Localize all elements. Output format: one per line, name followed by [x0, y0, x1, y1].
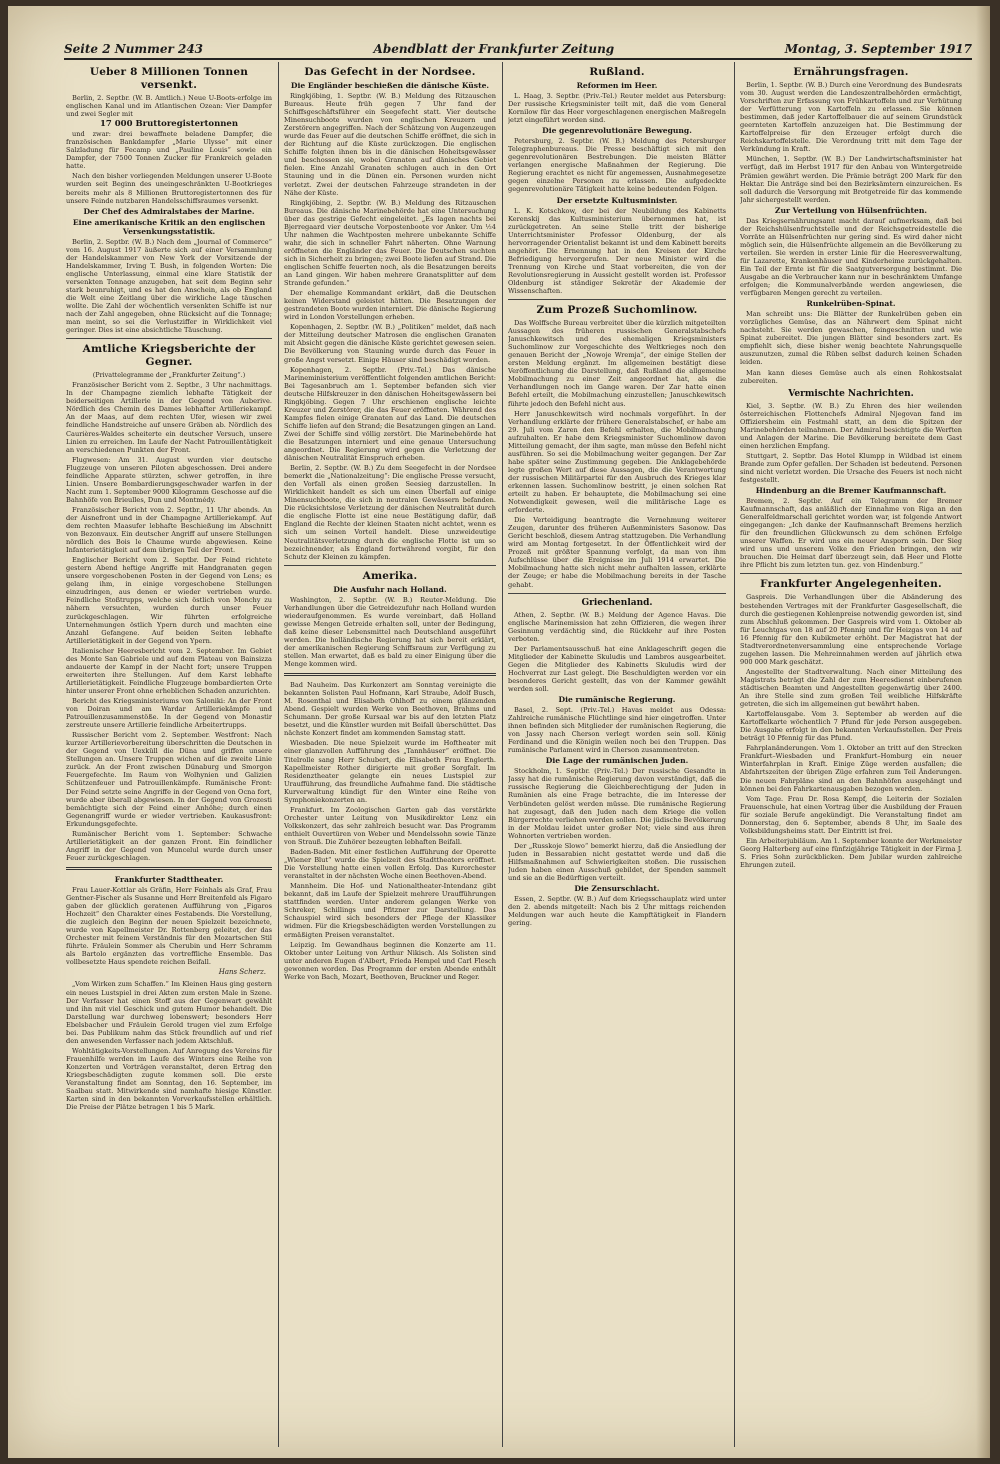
feuilleton-paragraph: Bad Nauheim. Das Kurkonzert am Sonntag vereinigte die bekannten Solisten Paul Hofmann, Karl Straube, Adolf Busch, M. Rosenthal und Elisabeth Ohlhoff zu einem glänzenden Abend. Gespielt wurden Werke von Beethoven, Brahms und Schumann. Der große Kursaal war bis auf den letzten Platz besetzt, und die Künstler wurden mit Beifall überschüttet. Das nächste Konzert findet am kommenden Samstag statt.: [284, 681, 496, 738]
article-subheadline: Die gegenrevolutionäre Bewegung.: [542, 126, 692, 136]
article-paragraph: Rumänischer Bericht vom 1. September: Schwache Artillerietätigkeit an der ganzen Front. Ein feindlicher Angriff in der Gegend von Muncelul wurde durch unser Feuer zurückgeschlagen.: [66, 829, 272, 862]
feuilleton-paragraph: Mannheim. Die Hof- und Nationaltheater-Intendanz gibt bekannt, daß im Laufe der Spielzeit mehrere Uraufführungen stattfinden werden. Unter anderem gelangen Werke von Schreker, Schillings und Pfitzner zur Darstellung. Das Schauspiel wird sich besonders der Pflege der Klassiker widmen. Für die Kriegsbeschädigten werden Vorstellungen zu ermäßigten Preisen veranstaltet.: [284, 882, 496, 939]
header-page-number: Seite 2 Nummer 243: [64, 42, 204, 56]
feuilleton-rule: [284, 673, 496, 676]
article-subheadline: Hindenburg an die Bremer Kaufmannschaft.: [755, 486, 947, 496]
article-headline: Zum Prozeß Suchomlinow.: [536, 304, 698, 317]
column-divider: [734, 62, 735, 1447]
article-paragraph: Stockholm, 1. Septbr. (Priv.-Tel.) Der russische Gesandte in Jassy hat die rumänische Regierung davon verständigt, daß die russische Regierung die Gleichberechtigung der Juden in Rumänien als eine Frage betrachte, die im Interesse der Verbündeten gelöst werden müsse. Die rumänische Regierung hat zugesagt, daß den Juden nach dem Kriege die vollen Bürgerrechte verliehen werden sollen. Die jüdische Bevölkerung in der Moldau leidet unter großer Not; viele sind aus ihren Wohnorten vertrieben worden.: [508, 767, 726, 840]
article-paragraph: Bremen, 2. Septbr. Auf ein Telegramm der Bremer Kaufmannschaft, das anläßlich der Einnahme von Riga an den Generalfeldmarschall gerichtet worden war, ist folgende Antwort eingegangen: „Ich danke der Kaufmannschaft Bremens herzlich für den freundlichen Glückwunsch zu dem schönen Erfolge unserer Waffen. Er wird uns ein neuer Ansporn sein. Der Sieg wird uns und unserem Volke den Frieden bringen, den wir brauchen. Die Heimat darf überzeugt sein, daß Heer und Flotte ihre Pflicht bis zum letzten tun. gez. von Hindenburg.“: [740, 497, 962, 570]
article-headline: Ueber 8 Millionen Tonnen versenkt.: [89, 66, 249, 91]
section-rule: [740, 573, 962, 574]
article-paragraph: Ein Arbeiterjubiläum. Am 1. September konnte der Werkmeister Georg Halterberg auf eine fünfzigjährige Tätigkeit in der Firma J. S. Fries Sohn zurückblicken. Dem Jubilar wurden zahlreiche Ehrungen zuteil.: [740, 836, 962, 869]
article-headline: Amtliche Kriegsberichte der Gegner.: [82, 343, 256, 369]
article-paragraph: Französischer Bericht vom 2. Septbr., 3 Uhr nachmittags. In der Champagne ziemlich lebhafte Tätigkeit der beiderseitigen Artillerie in der Gegend von Auberive. Nördlich des Chemin des Dames lebhafter Artilleriekampf. An der Maas, auf dem rechten Ufer, wiesen wir zwei feindliche Handstreiche auf unsere Gräben ab. Nördlich des Caurières-Waldes scheiterte ein deutscher Versuch, unsere Linien zu erreichen. Im Laufe der Nacht Patrouillentätigkeit an verschiedenen Punkten der Front.: [66, 381, 272, 454]
article-paragraph: Stuttgart, 2. Septbr. Das Hotel Klumpp in Wildbad ist einem Brande zum Opfer gefallen. Der Schaden ist bedeutend. Personen sind nicht verletzt worden. Die Ursache des Feuers ist noch nicht festgestellt.: [740, 451, 962, 485]
article-subheadline: Der ersetzte Kultusminister.: [556, 195, 678, 205]
article-signature: Der Chef des Admiralstabes der Marine.: [83, 206, 255, 216]
article-paragraph: Die Verteidigung beantragte die Vernehmung weiterer Zeugen, darunter des früheren Außenministers Sasonow. Das Gericht beschloß, diesem Antrag stattzugeben. Die Verhandlung wird am Montag fortgesetzt. In der Öffentlichkeit wird der Prozeß mit größter Spannung verfolgt, da man von ihm Aufschlüsse über die Ereignisse im Juli 1914 erwartet. Die Mobilmachung hatte sich nicht mehr aufhalten lassen, erklärte der Zeuge; er habe die Mobilmachung bereits in der Tasche gehabt.: [508, 516, 726, 589]
article-paragraph: Nach den bisher vorliegenden Meldungen unserer U-Boote wurden seit Beginn des uneingeschränkten U-Bootkrieges bereits mehr als 8 Millionen Bruttoregistertonnen des für unsere Feinde nutzbaren Handelsschiffsraumes versenkt.: [66, 172, 272, 205]
article-subheadline: Die Ausfuhr nach Holland.: [333, 584, 447, 594]
article-subheadline: Die Lage der rumänischen Juden.: [545, 756, 689, 766]
article-headline: Amerika.: [362, 569, 418, 582]
article-paragraph: Kiel, 3. Septbr. (W. B.) Zu Ehren des hier weilenden österreichischen Flottenchefs Admiral Njegovan fand im Offiziersheim ein Festmahl statt, an dem die Spitzen der Marinebehörden teilnahmen. Der Admiral besichtigte die Werften und Anlagen der Marine. Die Bevölkerung bereitete dem Gast einen herzlichen Empfang.: [740, 401, 962, 450]
article-paragraph: Italienischer Heeresbericht vom 2. September. Im Gebiet des Monte San Gabriele und auf dem Plateau von Bainsizza andauerte der Kampf in der Nacht fort; unsere Truppen erweiterten ihre Stellungen. Auf dem Karst lebhafte Artillerietätigkeit. Feindliche Flugzeuge bombardierten Orte hinter unserer Front ohne erheblichen Schaden anzurichten.: [66, 646, 272, 695]
article-paragraph: Berlin, 2. Septbr. (W. B.) Nach dem „Journal of Commerce“ vom 16. August 1917 äußerte sich auf einer Versammlung der Handelskammer von New York der Vorsitzende der Handelskammer, Irving T. Bush, in folgenden Worten: Die englische Unterlassung, einmal eine klare Statistik der versenkten Tonnage anzugeben, hat seit dem Beginn sehr stark beunruhigt, und es hat den Anschein, als ob England die Welt eine Zeitlang über die wirkliche Lage täuschen wollte. Die Zahl der wöchentlich versenkten Schiffe ist nur nach der Zahl angegeben, ohne Rücksicht auf die Tonnage; man meint, so sei die Verlustziffer in Wirklichkeit viel geringer. Dies ist eine absichtliche Täuschung.: [66, 237, 272, 335]
article-headline: Griechenland.: [581, 597, 653, 608]
article-subheadline: Reformen im Heer.: [576, 81, 658, 90]
feuilleton-signature: Hans Scherz.: [218, 968, 266, 977]
article-headline: Rußland.: [589, 66, 645, 78]
article-paragraph: L. K. Kotschkow, der bei der Neubildung des Kabinetts Kerenskij das Kultusministerium übernommen hat, ist zurückgetreten. An seine Stelle tritt der bisherige Unterrichtsminister Professor Oldenburg, der als hervorragender Orientalist bekannt ist und dem Kabinett bereits angehört. Die Ernennung hat in den Kreisen der Kirche Befriedigung hervorgerufen. Der neue Minister wird die Trennung von Kirche und Staat vorbereiten, die von der Revolutionsregierung in Aussicht gestellt worden ist. Professor Oldenburg ist ständiger Sekretär der Akademie der Wissenschaften.: [508, 206, 726, 295]
header-masthead: Abendblatt der Frankfurter Zeitung: [373, 42, 615, 56]
article-paragraph: Französischer Bericht vom 2. Septbr., 11 Uhr abends. An der Aisnefront und in der Champagne Artilleriekampf. Auf dem rechten Maasufer lebhafte Beschießung im Abschnitt von Bezonvaux. Ein deutscher Angriff auf unsere Stellungen nördlich des Bois le Chaume wurde abgewiesen. Keine Infanterietätigkeit auf dem übrigen Teil der Front.: [66, 505, 272, 555]
column-4: [740, 62, 962, 1442]
column-divider: [278, 62, 279, 1447]
article-paragraph: Das Wolffsche Bureau verbreitet über die kürzlich mitgeteilten Aussagen des früheren russischen Generalstabschefs Januschkewitsch und des ehemaligen Kriegsministers Suchomlinow zur Vorgeschichte des Weltkrieges noch den genauen Bericht der „Nowoje Wremja“, der einige Stellen der ersten Meldung ergänzt. Im allgemeinen bestätigt diese Veröffentlichung die Darstellung, daß Rußland die allgemeine Mobilmachung zu einer Zeit angeordnet hat, als die Verhandlungen noch im Gange waren. Der Zar hatte einen Befehl erteilt, die Mobilmachung einzustellen; Januschkewitsch führte jedoch den Befehl nicht aus.: [508, 319, 726, 408]
article-paragraph: Fahrplanänderungen. Vom 1. Oktober an tritt auf den Strecken Frankfurt–Wiesbaden und Frankfurt–Homburg ein neuer Winterfahrplan in Kraft. Einige Züge werden ausfallen; die Abfahrtszeiten der übrigen Züge erfahren zum Teil Änderungen. Die neuen Fahrpläne sind an den Bahnhöfen ausgehängt und können bei den Fahrkartenausgaben bezogen werden.: [740, 744, 962, 793]
article-subheadline: Eine amerikanische Kritik an den englischen Versenkungsstatistik.: [72, 217, 266, 236]
section-rule: [284, 565, 496, 566]
article-paragraph: Berlin, 2. Septbr. (W. B.) Zu dem Seegefecht in der Nordsee bemerkt die „Nationalzeitung“: Die englische Presse versucht, den Vorfall als einen großen Seesieg darzustellen. In Wirklichkeit handelt es sich um einen Überfall auf einige Minensuchboote, die sich in neutralen Gewässern befanden. Die rücksichtslose Verletzung der dänischen Neutralität durch die englische Flotte ist eine neue Bestätigung dafür, daß England die Rechte der kleinen Staaten nicht achtet, wenn es sich um seinen Vorteil handelt. Diese unzweideutige Neutralitätsverletzung durch die englische Flotte ist um so bezeichnender, als England fortwährend vorgibt, für den Schutz der Kleinen zu kämpfen.: [284, 464, 496, 561]
article-paragraph: Englischer Bericht vom 2. Septbr. Der Feind richtete gestern Abend heftige Angriffe mit Handgranaten gegen unsere vorgeschobenen Posten in der Gegend von Lens; es gelang ihm, in einige vorgeschobene Stellungen einzudringen, aus denen er wieder vertrieben wurde. Feindliche Stoßtrupps, welche sich östlich von Monchy zu nähern versuchten, wurden durch unser Feuer zurückgeschlagen. Wir führten erfolgreiche Unternehmungen östlich Ypern durch und machten eine Anzahl Gefangene. Auf beiden Seiten lebhafte Artillerietätigkeit in der Gegend von Ypern.: [66, 556, 272, 645]
article-paragraph: Petersburg, 2. Septbr. (W. B.) Meldung des Petersburger Telegraphenbureaus. Die Presse beschäftigt sich mit den gegenrevolutionären Bestrebungen. Die meisten Blätter verlangen energische Maßnahmen der Regierung. Die Regierung erachtet es nicht für angemessen, Ausnahmegesetze gegen einzelne Personen zu erlassen. Die aufgedeckte gegenrevolutionäre Tätigkeit hatte keine bedeutenden Folgen.: [508, 137, 726, 194]
article-paragraph: Kopenhagen, 2. Septbr. (W. B.) „Politiken“ meldet, daß nach der Mitteilung deutscher Matrosen die englischen Granaten mit Absicht gegen die dänische Küste gerichtet gewesen seien. Die Bevölkerung von Stauning wurde durch das Feuer in große Angst versetzt. Einige Häuser sind beschädigt worden.: [284, 323, 496, 364]
column-divider: [502, 62, 503, 1447]
feuilleton-paragraph: Baden-Baden. Mit einer festlichen Aufführung der Operette „Wiener Blut“ wurde die Spielzeit des Stadttheaters eröffnet. Die Vorstellung hatte einen vollen Erfolg. Das Kurorchester veranstaltet in der nächsten Woche einen Beethoven-Abend.: [284, 848, 496, 881]
article-paragraph: Der ehemalige Kommandant erklärt, daß die Deutschen keinen Widerstand geleistet hätten. Die Besatzungen der gestrandeten Boote wurden interniert. Die dänische Regierung wird in London Vorstellungen erheben.: [284, 289, 496, 322]
article-paragraph: Berlin, 1. Septbr. (W. B.) Durch eine Verordnung des Bundesrats vom 30. August werden die Landeszentralbehörden ermächtigt, Vorschriften zur Erfassung von Frühkartoffeln und zur Verhütung der Verfütterung von Kartoffeln zu erlassen. Sie können bestimmen, daß jeder Kartoffelbauer die auf seinem Grundstück geernteten Kartoffeln anzuzeigen hat. Die Bestimmung der Kartoffelpreise für den Erzeuger erfolgt durch die Reichskartoffelstelle. Die Verordnung tritt mit dem Tage der Verkündung in Kraft.: [740, 81, 962, 154]
article-paragraph: Kopenhagen, 2. Septbr. (Priv.-Tel.) Das dänische Marineministerium veröffentlicht folgenden amtlichen Bericht: Bei Tagesanbruch am 1. September befanden sich vier deutsche Hilfskreuzer in den dänischen Hoheitsgewässern bei Ringkjöbing. Gegen 7 Uhr erschienen englische leichte Kreuzer und Zerstörer, die das Feuer eröffneten. Während des Kampfes fielen einige Granaten auf das Land. Die deutschen Schiffe liefen auf den Strand; die Besatzungen gingen an Land. Zwei der Schiffe sind völlig zerstört. Die Marinebehörde hat die Besatzungen interniert und eine genaue Untersuchung angeordnet. Die Regierung wird gegen die Verletzung der dänischen Neutralität Einspruch erheben.: [284, 365, 496, 463]
article-paragraph: Essen, 2. Septbr. (W. B.) Auf dem Kriegsschauplatz wird unter den 2. abends mitgeteilt: Nach bis 2 Uhr mittags reichenden Meldungen war auch heute die Kampftätigkeit in Flandern gering.: [508, 894, 726, 928]
article-headline: Ernährungsfragen.: [793, 66, 909, 78]
article-paragraph: Kartoffelausgabe. Vom 3. September ab werden auf die Kartoffelkarte wöchentlich 7 Pfund für jede Person ausgegeben. Die Ausgabe erfolgt in den bekannten Verkaufsstellen. Der Preis beträgt 10 Pfennig für das Pfund.: [740, 710, 962, 743]
page-header: [64, 34, 972, 60]
column-3: [508, 62, 726, 1442]
section-rule: [508, 593, 726, 594]
feuilleton-paragraph: Frau Lauer-Kottlar als Gräfin, Herr Feinhals als Graf, Frau Gentner-Fischer als Susanne und Herr Breitenfeld als Figaro gaben der glücklich geratenen Aufführung von „Figaros Hochzeit“ den Charakter eines Festabends. Die Vorstellung, die zugleich den Beginn der neuen Spielzeit bezeichnete, wurde von Kapellmeister Dr. Rottenberg geleitet, der das Orchester mit feinem Verständnis für den Mozartschen Stil führte. Fräulein Sommer als Cherubin und Herr Schramm als Bartolo ergänzten das vortreffliche Ensemble. Das vollbesetzte Haus spendete reichen Beifall.: [66, 885, 272, 967]
feuilleton-paragraph: Frankfurt. Im Zoologischen Garten gab das verstärkte Orchester unter Leitung von Musikdirektor Lenz ein Volkskonzert, das sehr zahlreich besucht war. Das Programm enthielt Ouvertüren von Weber und Mendelssohn sowie Tänze von Strauß. Die Zuhörer bezeugten lebhaften Beifall.: [284, 805, 496, 846]
article-paragraph: Das Kriegsernährungsamt macht darauf aufmerksam, daß bei der Reichshülsenfruchtstelle und der Reichsgetreidestelle die Vorräte an Hülsenfrüchten nur gering sind. Es wird daher nicht möglich sein, die Hülsenfrüchte allgemein an die Bevölkerung zu verteilen. Sie werden in erster Linie für die Heeresverwaltung, für Lazarette, Krankenhäuser und Kinderheime zurückgehalten. Ein Teil der Ernte ist für die Saatgutversorgung bestimmt. Die Ausgabe an die Verbraucher kann nur in beschränktem Umfange erfolgen; die Kommunalverbände werden angewiesen, die verfügbaren Mengen gerecht zu verteilen.: [740, 216, 962, 298]
article-paragraph: Flugwesen: Am 31. August wurden vier deutsche Flugzeuge von unseren Piloten abgeschossen. Drei andere feindliche Apparate stürzten, schwer getroffen, in ihre Linien. Unsere Bombardierungsgeschwader warfen in der Nacht zum 1. September 9000 Kilogramm Geschosse auf die Bahnhöfe von Brieulles, Dun und Montmédy.: [66, 455, 272, 504]
feuilleton-paragraph: Leipzig. Im Gewandhaus beginnen die Konzerte am 11. Oktober unter Leitung von Arthur Nikisch. Als Solisten sind unter anderen Eugen d'Albert, Frieda Hempel und Carl Flesch gewonnen worden. Das Programm der ersten Abende enthält Werke von Bach, Mozart, Beethoven, Bruckner und Reger.: [284, 940, 496, 981]
newspaper-page: [8, 6, 990, 1458]
article-paragraph: Ringkjöbing, 1. Septbr. (W. B.) Meldung des Ritzauschen Bureaus. Heute früh gegen 7 Uhr fand der Schiffsgeschäftsführer ein Seegefecht statt. Vier deutsche Minensuchboote wurden von englischen Kreuzern und Zerstörern angegriffen. Nach der Schätzung von Augenzeugen wurde das Feuer auf die deutschen Schiffe eröffnet, die sich in der Richtung auf die Küste zurückzogen. Die englischen Schiffe folgten ihnen bis in die dänischen Hoheitsgewässer und beschossen sie, wobei Granaten auf dänisches Gebiet fielen. Eine Anzahl Granaten schlugen auch in den Ort Stauning und in die Dünen ein. Personen wurden nicht verletzt. Zwei der deutschen Fahrzeuge strandeten in der Nähe der Küste.: [284, 92, 496, 197]
article-subheadline: Die Zensurschlacht.: [574, 883, 660, 893]
article-paragraph: Man schreibt uns: Die Blätter der Runkelrüben geben ein vorzügliches Gemüse, das an Nährwert dem Spinat nicht nachsteht. Sie werden gewaschen, feingeschnitten und wie Spinat zubereitet. Die jungen Blätter sind besonders zart. Es empfiehlt sich, diese bisher wenig beachtete Nahrungsquelle auszunutzen, zumal die Rüben selbst dadurch keinen Schaden leiden.: [740, 310, 962, 367]
article-paragraph: Russischer Bericht vom 2. September. Westfront: Nach kurzer Artillerievorbereitung überschritten die Deutschen in der Gegend von Uexküll die Düna und griffen unsere Stellungen an. Unsere Truppen wichen auf die zweite Linie zurück. An der Front zwischen Dünaburg und Smorgon Feuergefechte. Im Raum von Wolhynien und Galizien Schützenfeuer und Patrouillenkämpfe. Rumänische Front: Der Feind setzte seine Angriffe in der Gegend von Ocna fort, wurde aber überall abgewiesen. In der Gegend von Grozesti bemächtigte sich der Feind einer Anhöhe; durch einen Gegenangriff wurde er wieder vertrieben. Kaukasusfront: Erkundungsgefechte.: [66, 731, 272, 828]
article-paragraph: München, 1. Septbr. (W. B.) Der Landwirtschaftsminister hat verfügt, daß im Herbst 1917 für den Anbau von Wintergetreide Prämien gewährt werden. Die Prämie beträgt 200 Mark für den Hektar. Die Anträge sind bei den Bezirksämtern einzureichen. Es soll dadurch die Versorgung mit Brotgetreide für das kommende Jahr sichergestellt werden.: [740, 155, 962, 204]
article-paragraph: Angestellte der Stadtverwaltung. Nach einer Mitteilung des Magistrats beträgt die Zahl der zum Heeresdienst einberufenen städtischen Beamten und Angestellten gegenwärtig über 2400. An ihre Stelle sind zum großen Teil weibliche Hilfskräfte getreten, die sich im allgemeinen gut bewährt haben.: [740, 667, 962, 709]
article-paragraph: Herr Januschkewitsch wird nochmals vorgeführt. In der Verhandlung erklärte der frühere Generalstabschef, er habe am 29. Juli vom Zaren den Befehl erhalten, die Mobilmachung aufzuhalten. Er habe dem Kriegsminister Suchomlinow davon Mitteilung gemacht, der ihm sagte, man müsse den Befehl nicht ausführen. So sei die Mobilmachung weiter gegangen. Der Zar habe später seine Zustimmung gegeben. Die Anklagebehörde legte großen Wert auf diese Aussagen, die die Verantwortung der russischen Militärpartei für den Ausbruch des Krieges klar erkennen lassen. Suchomlinow bestritt, je einen solchen Rat erteilt zu haben. Er behauptete, die Mobilmachung sei eine Notwendigkeit gewesen, weil die militärische Lage es erforderte.: [508, 409, 726, 515]
article-headline: Vermischte Nachrichten.: [788, 388, 914, 399]
article-paragraph: Der Parlamentsausschuß hat eine Anklageschrift gegen die Mitglieder der Kabinette Skuludis und Lambros ausgearbeitet. Gegen die Mitglieder des Kabinetts Skuludis wird der Hochverrat zur Last gelegt. Die Beschuldigten werden vor ein besonderes Gericht gestellt, das von der Kammer gewählt werden soll.: [508, 644, 726, 693]
feuilleton-paragraph: Wohltätigkeits-Vorstellungen. Auf Anregung des Vereins für Frauenhilfe werden im Laufe des Winters eine Reihe von Konzerten und Vorträgen veranstaltet, deren Ertrag den Kriegsbeschädigten zugute kommen soll. Die erste Veranstaltung findet am Sonntag, den 16. September, im Saalbau statt. Mitwirkende sind namhafte hiesige Künstler. Karten sind in den bekannten Vorverkaufsstellen erhältlich. Die Preise der Plätze betragen 1 bis 5 Mark.: [66, 1046, 272, 1112]
article-source-note: (Privattelegramme der „Frankfurter Zeitung“.): [92, 371, 246, 380]
page-edge-shadow: [976, 6, 990, 1458]
article-subheadline: Die rumänische Regierung.: [558, 695, 676, 705]
article-paragraph: Der „Russkoje Slowo“ bemerkt hierzu, daß die Ansiedlung der Juden in Bessarabien nicht gestattet werde und daß die Hilfsmaßnahmen auf Schwierigkeiten stoßen. Die russischen Juden haben einen Ausschuß gebildet, der Spenden sammelt und sie an die Bedürftigen verteilt.: [508, 841, 726, 882]
article-paragraph: Gaspreis. Die Verhandlungen über die Abänderung des bestehenden Vertrages mit der Frankfurter Gasgesellschaft, die durch die gestiegenen Kohlenpreise notwendig geworden ist, sind zum Abschluß gekommen. Der Gaspreis wird vom 1. Oktober ab für Leuchtgas von 18 auf 20 Pfennig und für Heizgas von 14 auf 16 Pfennig für den Kubikmeter erhöht. Der Magistrat hat der Stadtverordnetenversammlung eine entsprechende Vorlage zugehen lassen. Die Mehreinnahmen werden auf jährlich etwa 900 000 Mark geschätzt.: [740, 593, 962, 666]
article-paragraph: Basel, 2. Sept. (Priv.-Tel.) Havas meldet aus Odessa: Zahlreiche rumänische Flüchtlinge sind hier eingetroffen. Unter ihnen befinden sich Mitglieder der rumänischen Regierung, die von Jassy nach Cherson verlegt worden sein soll. König Ferdinand und die Königin weilen noch bei den Truppen. Das rumänische Parlament wird in Cherson zusammentreten.: [508, 706, 726, 755]
article-subheadline: Die Engländer beschießen die dänische Küste.: [290, 81, 490, 90]
section-rule: [508, 299, 726, 300]
article-paragraph: Athen, 2. Septbr. (W. B.) Meldung der Agence Havas. Die englische Marinemission hat zehn Offizieren, die wegen ihrer Gesinnung verdächtig sind, die Rückkehr auf ihre Posten verboten.: [508, 610, 726, 643]
article-paragraph: L. Haag, 3. Septbr. (Priv.-Tel.) Reuter meldet aus Petersburg: Der russische Kriegsminister teilt mit, daß die vom General Kornilow für das Heer vorgeschlagenen energischen Maßregeln jetzt eingeführt worden sind.: [508, 92, 726, 125]
column-1: [66, 62, 272, 1442]
article-paragraph: Ringkjöbing, 2. Septbr. (W. B.) Meldung des Ritzauschen Bureaus. Die dänische Marinebehörde hat eine Untersuchung über das gestrige Gefecht eingeleitet. „Es lagen nachts bei Bjerregaard vier deutsche Vorpostenboote vor Anker. Um ½4 Uhr nahmen die Wachtposten mehrere unbekannte Schiffe wahr, die sich in schneller Fahrt näherten. Ohne Warnung eröffneten die Engländer das Feuer. Die Deutschen suchten sich in Sicherheit zu bringen; zwei Boote liefen auf Strand. Die englischen Schiffe feuerten noch, als die Besatzungen bereits an Land gingen. Wir haben mehrere Granatsplitter auf dem Strande gefunden.“: [284, 198, 496, 288]
article-paragraph: Washington, 2. Septbr. (W. B.) Reuter-Meldung. Die Verhandlungen über die Getreidezufuhr nach Holland wurden wiederaufgenommen. Es wurde vereinbart, daß Holland gewisse Mengen Getreide erhalten soll, unter der Bedingung, daß keine dieser Lebensmittel nach Deutschland ausgeführt werden. Die holländische Regierung hat sich bereit erklärt, der amerikanischen Regierung Schiffsraum zur Verfügung zu stellen. Man erwartet, daß es bald zu einer Einigung über die Menge kommen wird.: [284, 595, 496, 669]
feuilleton-headline: Frankfurter Stadttheater.: [114, 874, 224, 884]
article-paragraph: Man kann dieses Gemüse auch als einen Rohkostsalat zubereiten.: [740, 368, 962, 385]
article-subheadline: Zur Verteilung von Hülsenfrüchten.: [774, 205, 928, 215]
article-paragraph: Bericht des Kriegsministeriums von Saloniki: An der Front von Doiran und am Wardar Artilleriekämpfe und Patrouillenzusammenstöße. In der Gegend von Monastir zerstreute unsere Artillerie feindliche Arbeitertrupps.: [66, 697, 272, 730]
section-rule: [66, 338, 272, 339]
article-paragraph: Berlin, 2. Septbr. (W. B. Amtlich.) Neue U-Boots-erfolge im englischen Kanal und im Atlantischen Ozean: Vier Dampfer und zwei Segler mit: [66, 94, 272, 119]
article-headline: Das Gefecht in der Nordsee.: [304, 66, 476, 78]
article-paragraph: und zwar: drei bewaffnete beladene Dampfer, die französischen Bankdampfer „Marie Ulysse“ mit einer Salzladung für Fecamp und „Pauline Louis“ sowie ein Dampfer, der 7500 Tonnen Zucker für Frankreich geladen hatte.: [66, 130, 272, 171]
article-paragraph: Vom Tage. Frau Dr. Rosa Kempf, die Leiterin der Sozialen Frauenschule, hat einen Vortrag über die Ausbildung der Frauen für soziale Berufe angekündigt. Die Veranstaltung findet am Donnerstag, den 6. September, abends 8 Uhr, im Saale des Volksbildungsheims statt. Der Eintritt ist frei.: [740, 794, 962, 835]
feuilleton-paragraph: Wiesbaden. Die neue Spielzeit wurde im Hoftheater mit einer glanzvollen Aufführung des „Tannhäuser“ eröffnet. Die Titelrolle sang Herr Schubert, die Elisabeth Frau Englerth. Kapellmeister Rother dirigierte mit großer Sorgfalt. Im Residenztheater gelangte ein neues Lustspiel zur Uraufführung, das freundliche Aufnahme fand. Die städtische Kurverwaltung kündigt für den Winter eine Reihe von Symphoniekonzerten an.: [284, 739, 496, 804]
article-headline: Frankfurter Angelegenheiten.: [760, 578, 942, 591]
header-date: Montag, 3. September 1917: [784, 42, 972, 56]
column-2: [284, 62, 496, 1442]
tonnage-figure: 17 000 Bruttoregistertonnen: [99, 119, 239, 130]
feuilleton-paragraph: „Vom Wirken zum Schaffen.“ Im Kleinen Haus ging gestern ein neues Lustspiel in drei Akten zum ersten Male in Szene. Der Verfasser hat einen Stoff aus der Gegenwart gewählt und ihn mit viel Geschick und gutem Humor behandelt. Die Darstellung war durchweg lobenswert; besonders Herr Ebelsbacher und Fräulein Gerold trugen viel zum Erfolge bei. Das Publikum nahm das Stück freundlich auf und rief den anwesenden Verfasser nach jedem Aktschluß.: [66, 980, 272, 1045]
feuilleton-rule: [66, 867, 272, 870]
article-subheadline: Runkelrüben-Spinat.: [806, 299, 896, 309]
